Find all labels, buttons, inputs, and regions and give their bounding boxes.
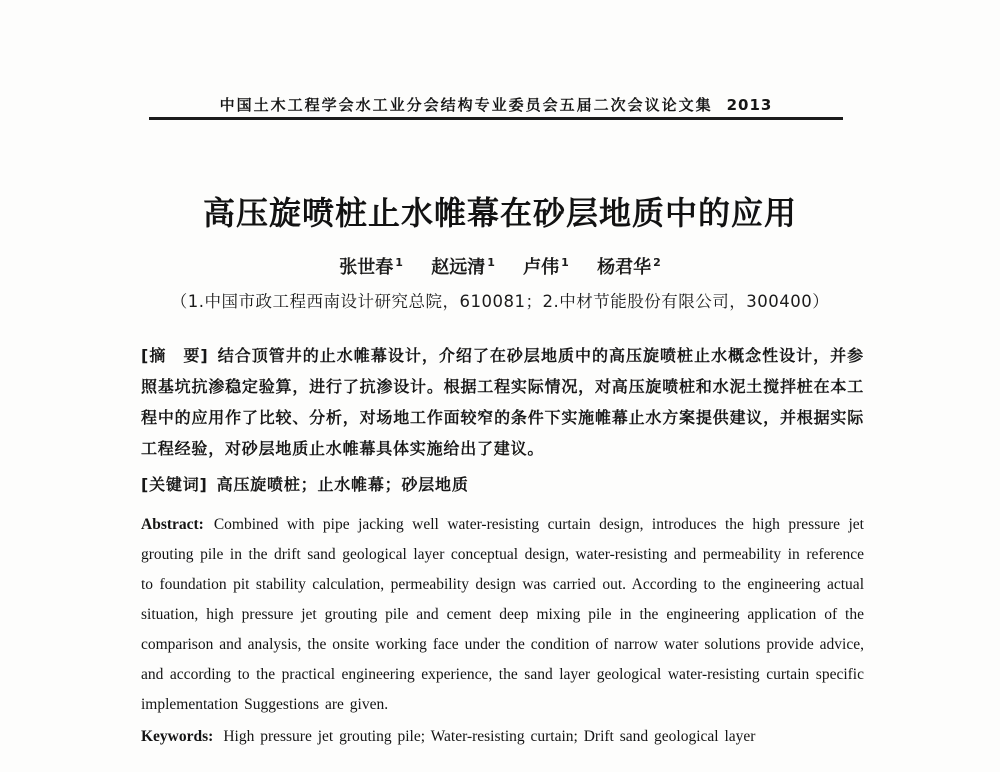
abstract-cn-paragraph — [141, 340, 864, 464]
author — [523, 257, 569, 278]
author — [431, 257, 495, 278]
author-affiliation-mark: 1 — [487, 256, 495, 269]
author-name: 卢伟 — [523, 257, 560, 278]
abstract-en-paragraph — [141, 510, 864, 720]
english-abstract-section — [141, 510, 864, 752]
proceedings-year: 2013 — [726, 96, 773, 114]
keywords-en-text: High pressure jet grouting pile; Water-resisting curtain; Drift sand geological layer — [223, 728, 756, 745]
author-affiliation-mark: 1 — [395, 256, 403, 269]
abstract-cn-text: 结合顶管井的止水帷幕设计，介绍了在砂层地质中的高压旋喷桩止水概念性设计，并参照基坑抗渗稳定验算，进行了抗渗设计。根据工程实际情况，对高压旋喷桩和水泥土搅拌桩在本工程中的应用作了比较、分析，对场地工作面较窄的条件下实施帷幕止水方案提供建议，并根据实际工程经验，对砂层地质止水帷幕具体实施给出了建议。 — [141, 346, 864, 458]
paper-title: 高压旋喷桩止水帷幕在砂层地质中的应用 — [202, 194, 797, 232]
proceedings-title: 中国土木工程学会水工业分会结构专业委员会五届二次会议论文集 — [219, 96, 713, 114]
keywords-en-label: Keywords: — [141, 728, 214, 745]
keywords-en-paragraph — [141, 722, 864, 752]
author-name: 杨君华 — [597, 257, 652, 278]
author-name: 赵远清 — [431, 257, 486, 278]
author-affiliation-mark: 2 — [653, 256, 661, 269]
keywords-cn-text: 高压旋喷桩；止水帷幕；砂层地质 — [216, 475, 469, 494]
keywords-cn-label: [关键词] — [141, 475, 208, 494]
affiliation-line: （1.中国市政工程西南设计研究总院，610081；2.中材节能股份有限公司，300400） — [170, 292, 830, 311]
header-rule — [149, 117, 843, 120]
keywords-cn-paragraph — [141, 469, 864, 500]
authors-line — [0, 253, 1000, 279]
chinese-abstract-section — [141, 340, 864, 500]
author-affiliation-mark: 1 — [561, 256, 569, 269]
author-name: 张世春 — [339, 257, 394, 278]
author — [597, 257, 661, 278]
running-header — [149, 94, 843, 115]
abstract-en-text: Combined with pipe jacking well water-resisting curtain design, introduces the high pressure jet grouting pile in the drift sand geological layer conceptual design, water-resisting and permeability in reference to foundation pit stability calculation, permeability design was carried out. According to the engineering actual situation, high pressure jet grouting pile and cement deep mixing pile in the engineering application of the comparison and analysis, the onsite working face under the condition of narrow water solutions provide advice, and according to the practical engineering experience, the sand layer geological water-resisting curtain specific implementation Suggestions are given. — [141, 516, 864, 713]
abstract-en-label: Abstract: — [141, 516, 204, 533]
author — [339, 257, 403, 278]
abstract-cn-label: [摘 要] — [141, 346, 209, 365]
